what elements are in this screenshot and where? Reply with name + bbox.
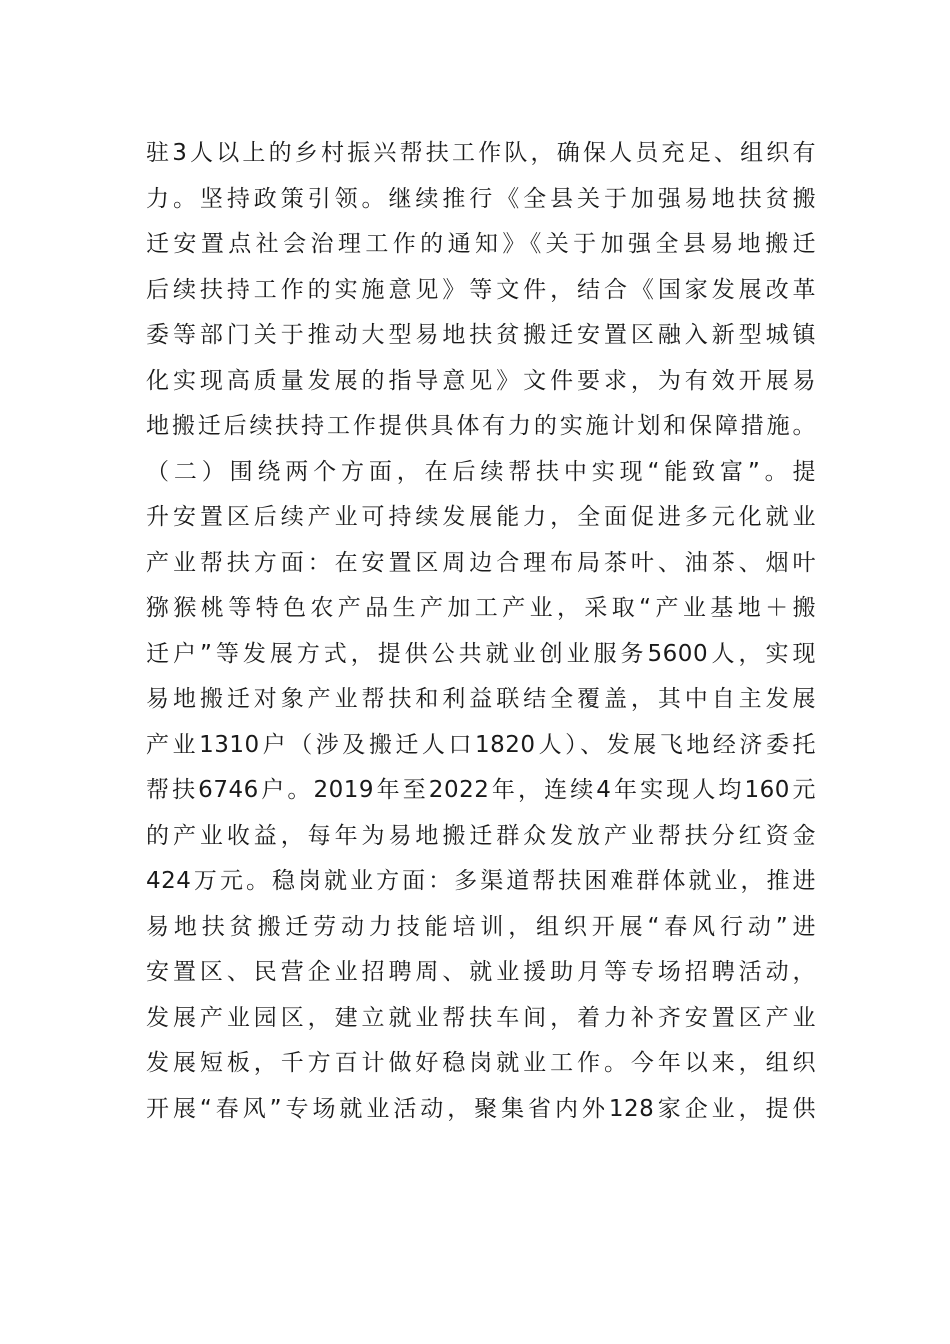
text-line: 产业帮扶方面：在安置区周边合理布局茶叶、油茶、烟叶 <box>146 549 816 576</box>
text-line: 猕猴桃等特色农产品生产加工产业，采取“产业基地＋搬 <box>146 595 816 621</box>
body-text <box>146 131 816 1132</box>
text-line: 发展产业园区，建立就业帮扶车间，着力补齐安置区产业 <box>146 1004 816 1031</box>
text-line: 开展“春风”专场就业活动，聚集省内外128家企业，提供 <box>146 1095 816 1122</box>
text-line: 力。坚持政策引领。继续推行《全县关于加强易地扶贫搬 <box>146 185 816 212</box>
text-line: 升安置区后续产业可持续发展能力，全面促进多元化就业 <box>146 504 816 530</box>
text-line: 易地搬迁对象产业帮扶和利益联结全覆盖，其中自主发展 <box>146 686 816 712</box>
text-line: 424万元。稳岗就业方面：多渠道帮扶困难群体就业，推进 <box>146 868 816 894</box>
section-heading-line: （二）围绕两个方面，在后续帮扶中实现“能致富”。提 <box>146 458 816 485</box>
text-line: 后续扶持工作的实施意见》等文件，结合《国家发展改革 <box>146 276 816 303</box>
text-line: 化实现高质量发展的指导意见》文件要求，为有效开展易 <box>146 367 816 394</box>
text-line: 帮扶6746户。2019年至2022年，连续4年实现人均160元 <box>146 777 816 803</box>
text-line: 委等部门关于推动大型易地扶贫搬迁安置区融入新型城镇 <box>146 322 816 348</box>
text-line: 迁户”等发展方式，提供公共就业创业服务5600人，实现 <box>146 640 816 667</box>
text-line: 驻3人以上的乡村振兴帮扶工作队，确保人员充足、组织有 <box>146 140 816 166</box>
text-line: 的产业收益，每年为易地搬迁群众发放产业帮扶分红资金 <box>146 822 816 849</box>
text-line: 产业1310户（涉及搬迁人口1820人）、发展飞地经济委托 <box>146 731 816 758</box>
text-line: 迁安置点社会治理工作的通知》《关于加强全县易地搬迁 <box>146 231 816 257</box>
text-line: 易地扶贫搬迁劳动力技能培训，组织开展“春风行动”进 <box>146 913 816 940</box>
text-line: 发展短板，千方百计做好稳岗就业工作。今年以来，组织 <box>146 1050 816 1076</box>
text-line: 安置区、民营企业招聘周、就业援助月等专场招聘活动， <box>146 959 816 985</box>
text-line: 地搬迁后续扶持工作提供具体有力的实施计划和保障措施。 <box>146 413 816 439</box>
